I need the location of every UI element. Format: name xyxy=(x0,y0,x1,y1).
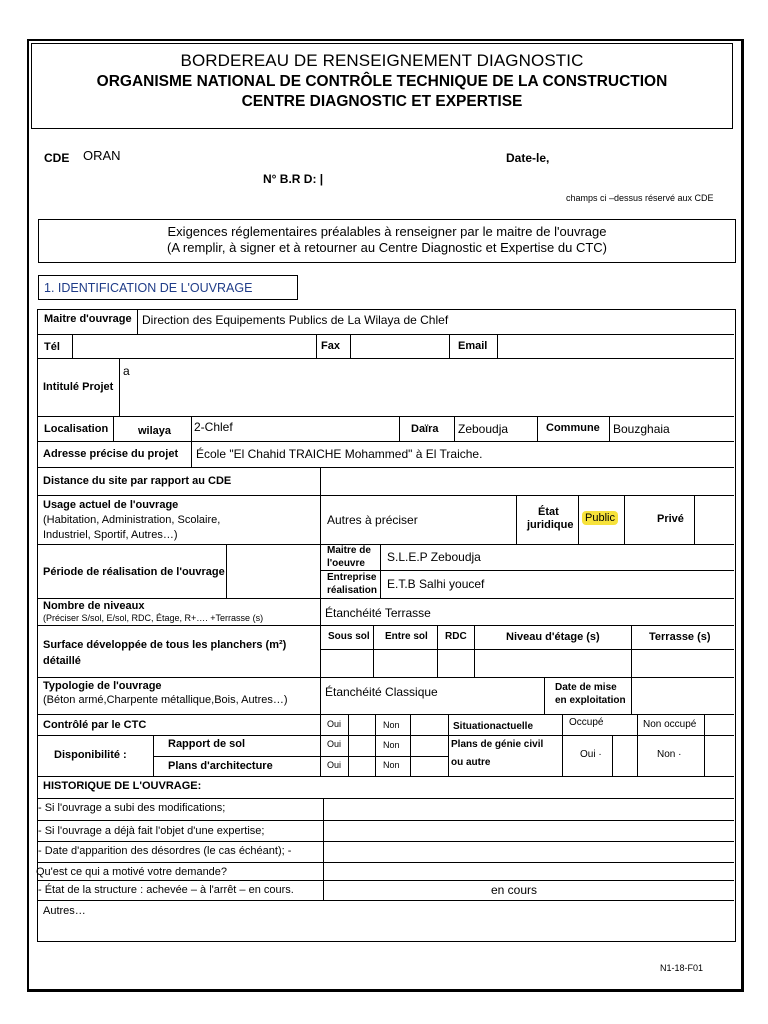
historique-item-2: - Si l'ouvrage a déjà fait l'objet d'une expertise; xyxy=(38,825,265,837)
adresse-value[interactable]: École "El Chahid TRAICHE Mohammed" à El Traiche. xyxy=(196,447,483,461)
plans-archi-oui[interactable]: Oui xyxy=(327,760,342,770)
rdc-header: RDC xyxy=(445,631,467,642)
prive-option[interactable]: Privé xyxy=(657,513,684,525)
requirements-line2: (A remplir, à signer et à retourner au Centre Diagnostic et Expertise du CTC) xyxy=(166,240,608,255)
niveaux-label: Nombre de niveaux xyxy=(43,600,145,612)
date-mise-2: en exploitation xyxy=(555,695,626,706)
moe-value[interactable]: S.L.E.P Zeboudja xyxy=(387,550,481,564)
terrasse-header: Terrasse (s) xyxy=(649,631,711,643)
wilaya-value[interactable]: 2-Chlef xyxy=(194,420,233,434)
plans-genie-label-1: Plans de génie civil xyxy=(451,739,544,750)
distance-label: Distance du site par rapport au CDE xyxy=(43,475,232,487)
reserved-note: champs ci –dessus réservé aux CDE xyxy=(566,193,714,203)
entreprise-label-1: Entreprise xyxy=(327,572,377,583)
tel-label: Tél xyxy=(44,341,60,353)
localisation-label: Localisation xyxy=(44,423,109,435)
section-identification: 1. IDENTIFICATION DE L'OUVRAGE xyxy=(38,275,298,300)
historique-item-5: - État de la structure : achevée – à l'arrêt – en cours. xyxy=(38,884,294,896)
situation-label: Situationactuelle xyxy=(453,721,534,732)
etat-label-1: État xyxy=(538,506,559,518)
plans-genie-oui[interactable]: Oui · xyxy=(580,749,602,760)
sous-sol-header: Sous sol xyxy=(328,631,370,642)
niveaux-sub: (Préciser S/sol, E/sol, RDC, Étage, R+…. +Terrasse (s) xyxy=(43,613,264,623)
moe-label-2: l'oeuvre xyxy=(327,558,365,569)
fax-field[interactable] xyxy=(351,335,448,357)
historique-item-4: Qu'est ce qui a motivé votre demande? xyxy=(36,866,228,878)
email-label: Email xyxy=(458,340,488,352)
date-label: Date-le, xyxy=(506,151,550,165)
plans-archi-non[interactable]: Non xyxy=(383,760,400,770)
rapport-sol-oui[interactable]: Oui xyxy=(327,739,342,749)
distance-field[interactable] xyxy=(321,468,733,494)
usage-sub1: (Habitation, Administration, Scolaire, xyxy=(43,514,221,526)
plans-archi-label: Plans d'architecture xyxy=(168,760,273,772)
center-name: CENTRE DIAGNOSTIC ET EXPERTISE xyxy=(241,93,523,110)
organisation-name: ORGANISME NATIONAL DE CONTRÔLE TECHNIQUE DE LA CONSTRUCTION xyxy=(96,73,668,90)
controle-non[interactable]: Non xyxy=(383,720,400,730)
disponibilite-label: Disponibilité : xyxy=(54,749,127,761)
commune-label: Commune xyxy=(546,422,600,434)
etat-structure-value[interactable]: en cours xyxy=(491,883,538,897)
non-occupe-option[interactable]: Non occupé xyxy=(643,719,697,730)
adresse-label: Adresse précise du projet xyxy=(43,448,179,460)
moe-label-1: Maitre de xyxy=(327,545,371,556)
header-box xyxy=(31,43,733,129)
public-option-selected[interactable]: Public xyxy=(582,511,618,525)
usage-sub2: Industriel, Sportif, Autres…) xyxy=(43,529,178,541)
entreprise-value[interactable]: E.T.B Salhi youcef xyxy=(387,577,485,591)
controle-label: Contrôlé par le CTC xyxy=(43,719,147,731)
controle-oui[interactable]: Oui xyxy=(327,719,342,729)
fax-label: Fax xyxy=(321,340,340,352)
daira-value[interactable]: Zeboudja xyxy=(458,422,509,436)
requirements-line1: Exigences réglementaires préalables à renseigner par le maitre de l'ouvrage xyxy=(167,224,607,239)
typologie-label: Typologie de l'ouvrage xyxy=(43,680,162,692)
entre-sol-header: Entre sol xyxy=(385,631,428,642)
email-field[interactable] xyxy=(498,335,733,357)
requirements-box xyxy=(38,219,736,263)
historique-item-1: - Si l'ouvrage a subi des modifications; xyxy=(38,802,226,814)
historique-heading: HISTORIQUE DE L'OUVRAGE: xyxy=(43,780,202,792)
cde-label: CDE xyxy=(44,151,70,165)
plans-genie-label-2: ou autre xyxy=(451,757,491,768)
niveaux-value[interactable]: Étanchéité Terrasse xyxy=(325,606,431,620)
typologie-value[interactable]: Étanchéité Classique xyxy=(325,685,438,699)
maitre-ouvrage-value[interactable]: Direction des Equipements Publics de La Wilaya de Chlef xyxy=(142,313,449,327)
autres-label: Autres… xyxy=(43,905,86,917)
form-title: BORDEREAU DE RENSEIGNEMENT DIAGNOSTIC xyxy=(180,51,584,70)
entreprise-label-2: réalisation xyxy=(327,585,378,596)
usage-value[interactable]: Autres à préciser xyxy=(327,513,418,527)
historique-item-3: - Date d'apparition des désordres (le cas échéant); - xyxy=(38,845,292,857)
commune-value[interactable]: Bouzghaia xyxy=(613,422,670,436)
wilaya-label: wilaya xyxy=(138,425,172,437)
maitre-ouvrage-label: Maitre d'ouvrage xyxy=(44,313,132,325)
occupe-option[interactable]: Occupé xyxy=(569,717,604,728)
plans-genie-non[interactable]: Non · xyxy=(657,749,682,760)
rapport-sol-label: Rapport de sol xyxy=(168,738,246,750)
surface-label-2: détaillé xyxy=(43,655,81,667)
date-mise-1: Date de mise xyxy=(555,682,617,693)
cde-value[interactable]: ORAN xyxy=(83,148,121,163)
form-code: N1-18-F01 xyxy=(660,963,704,973)
intitule-label: Intitulé Projet xyxy=(43,381,114,393)
surface-label-1: Surface développée de tous les planchers (m²) xyxy=(43,639,287,651)
rapport-sol-non[interactable]: Non xyxy=(383,740,400,750)
periode-label: Période de réalisation de l'ouvrage xyxy=(43,566,225,578)
intitule-value[interactable]: a xyxy=(123,364,130,378)
usage-label: Usage actuel de l'ouvrage xyxy=(43,499,179,511)
etat-label-2: juridique xyxy=(527,519,574,531)
niveau-etage-header: Niveau d'étage (s) xyxy=(506,631,600,643)
typologie-sub: (Béton armé,Charpente métallique,Bois, Autres…) xyxy=(43,694,288,706)
daira-label: Daïra xyxy=(411,423,439,435)
nbrd-label[interactable]: N° B.R D: | xyxy=(263,172,324,186)
tel-field[interactable] xyxy=(73,335,315,357)
